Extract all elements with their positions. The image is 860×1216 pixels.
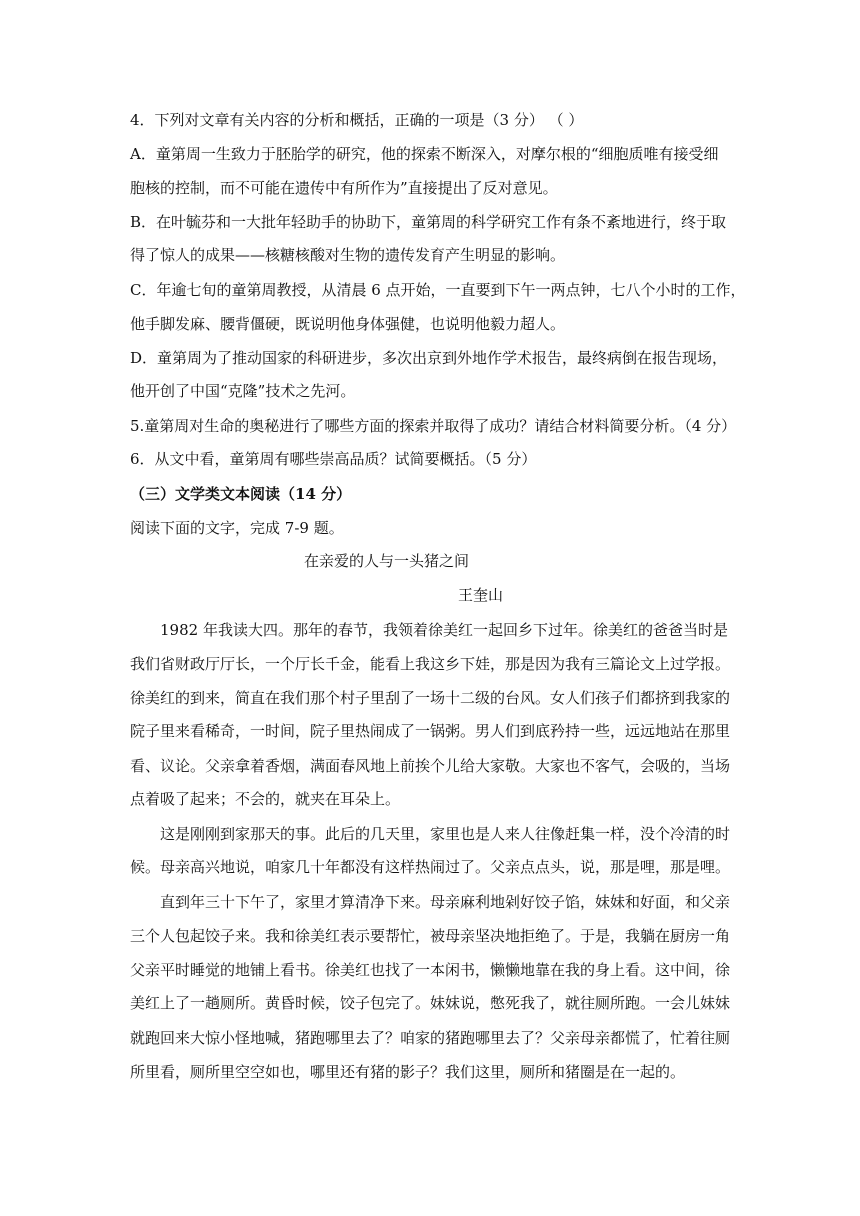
section-heading: （三）文学类文本阅读（14 分）	[130, 485, 352, 503]
paragraph-3-line-1: 直到年三十下午了，家里才算清净下来。母亲麻利地剁好饺子馅，妹妹和好面，和父亲	[160, 893, 731, 911]
question-4-option-a-line-1: A．童第周一生致力于胚胎学的研究，他的探索不断深入，对摩尔根的“细胞质唯有接受细	[130, 145, 719, 163]
question-4-option-d-line-2: 他开创了中国“克隆”技术之先河。	[130, 382, 356, 400]
paragraph-3-line-5: 就跑回来大惊小怪地喊，猪跑哪里去了？咱家的猪跑哪里去了？父亲母亲都慌了，忙着往厕	[130, 1029, 731, 1047]
question-4-option-a-line-2: 胞核的控制，而不可能在遗传中有所作为”直接提出了反对意见。	[130, 179, 558, 197]
paragraph-1-line-6: 点着吸了起来；不会的，就夹在耳朵上。	[130, 790, 401, 808]
question-4-option-c-line-1: C．年逾七旬的童第周教授，从清晨 6 点开始，一直要到下午一两点钟，七八个小时的工作，	[130, 281, 746, 299]
section-instruction: 阅读下面的文字，完成 7-9 题。	[130, 519, 344, 537]
paragraph-1-line-1: 1982 年我读大四。那年的春节，我领着徐美红一起回乡下过年。徐美红的爸爸当时是	[160, 621, 728, 639]
question-4-option-c-line-2: 他手脚发麻、腰背僵硬，既说明他身体强健，也说明他毅力超人。	[130, 315, 566, 333]
question-4-option-b-line-1: B．在叶毓芬和一大批年轻助手的协助下，童第周的科学研究工作有条不紊地进行，终于取	[130, 213, 727, 231]
paragraph-3-line-6: 所里看，厕所里空空如也，哪里还有猪的影子？我们这里，厕所和猪圈是在一起的。	[130, 1063, 686, 1081]
paragraph-3-line-2: 三个人包起饺子来。我和徐美红表示要帮忙，被母亲坚决地拒绝了。于是，我躺在厨房一角	[130, 927, 731, 945]
passage-title: 在亲爱的人与一头猪之间	[304, 552, 470, 570]
paragraph-1-line-5: 看、议论。父亲拿着香烟，满面春风地上前挨个儿给大家敬。大家也不客气，会吸的，当场	[130, 757, 731, 775]
question-4-stem: 4．下列对文章有关内容的分析和概括，正确的一项是（3 分） （ ）	[130, 111, 584, 129]
paragraph-1-line-2: 我们省财政厅厅长，一个厅长千金，能看上我这乡下娃，那是因为我有三篇论文上过学报。	[130, 655, 731, 673]
question-4-option-b-line-2: 得了惊人的成果——核糖核酸对生物的遗传发育产生明显的影响。	[130, 246, 566, 264]
paragraph-2-line-2: 候。母亲高兴地说，咱家几十年都没有这样热闹过了。父亲点点头，说，那是哩，那是哩。	[130, 858, 731, 876]
paragraph-1-line-3: 徐美红的到来，简直在我们那个村子里刮了一场十二级的台风。女人们孩子们都挤到我家的	[130, 689, 731, 707]
question-6: 6．从文中看，童第周有哪些崇高品质？试简要概括。（5 分）	[130, 450, 537, 468]
question-5: 5.童第周对生命的奥秘进行了哪些方面的探索并取得了成功？请结合材料简要分析。（4 分）	[130, 417, 737, 435]
paragraph-3-line-4: 美红上了一趟厕所。黄昏时候，饺子包完了。妹妹说，憋死我了，就往厕所跑。一会儿妹妹	[130, 994, 731, 1012]
passage-author: 王奎山	[458, 586, 504, 604]
paragraph-3-line-3: 父亲平时睡觉的地铺上看书。徐美红也找了一本闲书，懒懒地靠在我的身上看。这中间，徐	[130, 961, 731, 979]
paragraph-2-line-1: 这是刚刚到家那天的事。此后的几天里，家里也是人来人往像赶集一样，没个冷清的时	[160, 825, 731, 843]
paragraph-1-line-4: 院子里来看稀奇，一时间，院子里热闹成了一锅粥。男人们到底矜持一些，远远地站在那里	[130, 722, 731, 740]
question-4-option-d-line-1: D．童第周为了推动国家的科研进步，多次出京到外地作学术报告，最终病倒在报告现场，	[130, 349, 728, 367]
